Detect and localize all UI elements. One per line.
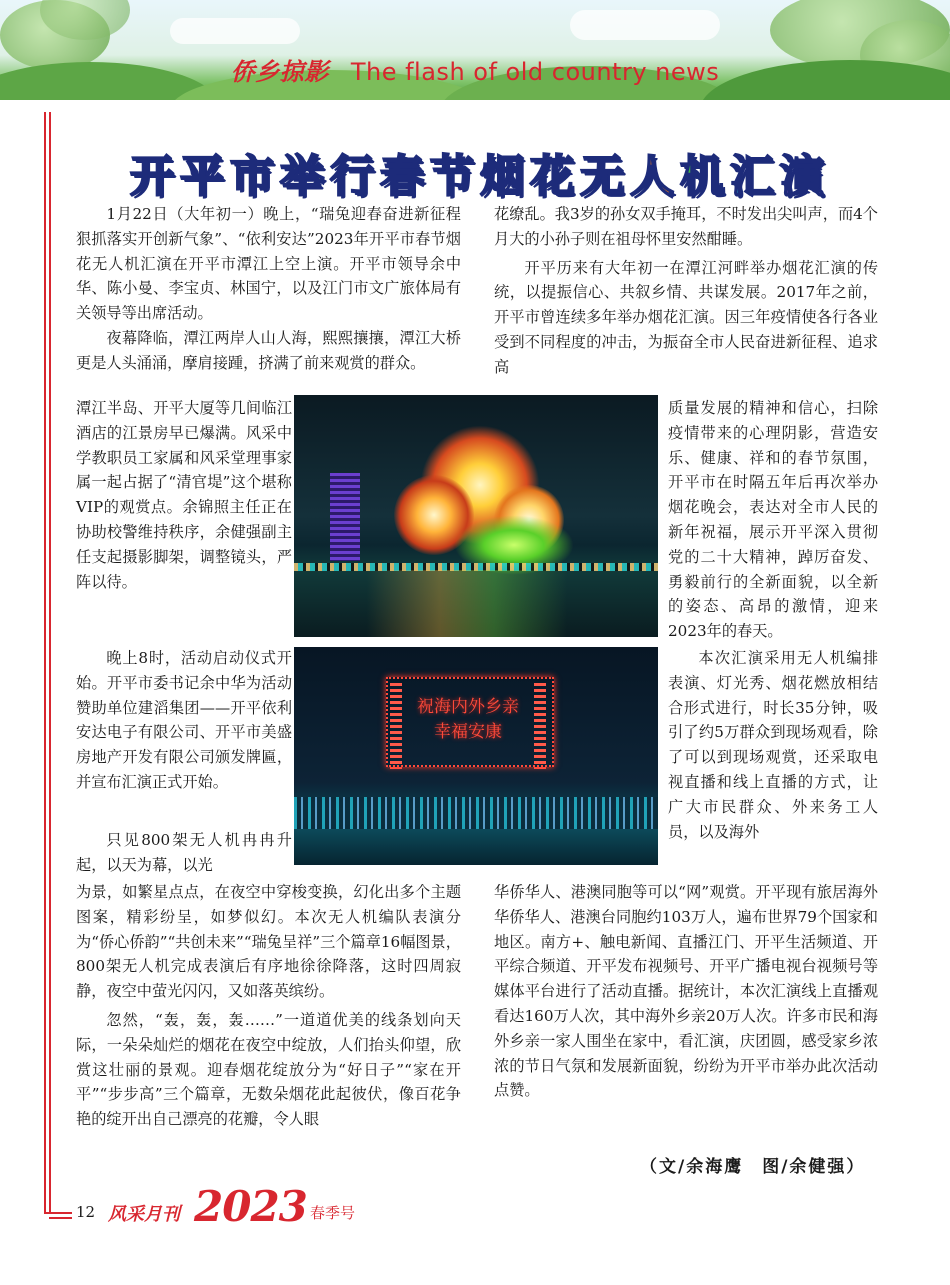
article-credits: （文/余海鹰 图/余健强） [640, 1157, 866, 1177]
article-column-right-top [494, 202, 878, 380]
drone-formation-text [386, 695, 550, 745]
paragraph: 华侨华人、港澳同胞等可以“网”观赏。开平现有旅居海外华侨华人、港澳台同胞约103万人，遍布世界79个国家和地区。南方+、触电新闻、直播江门、开平生活频道、开平综合频道、开平发布视频号、开平广播电视台视频号等媒体平台进行了活动直播。据统计，本次汇演线上直播观看达160万人次，其中海外乡亲20万人次。许多市民和海外乡亲一家人围坐在家中，看汇演，庆团圆，感受家乡浓浓的节日气氛和发展新面貌，纷纷为开平市举办此次活动点赞。 [494, 883, 878, 1100]
title-character: 演 [780, 151, 830, 202]
decorative-cloud [570, 10, 720, 40]
issue-year: 2023 [194, 1182, 307, 1231]
paragraph: 只见800架无人机冉冉升起，以天为幕，以光 [76, 831, 292, 874]
paragraph: 1月22日（大年初一）晚上，“瑞兔迎春奋进新征程 狠抓落实开创新气象”、“依利安达”2023年开平市春节烟花无人机汇演在开平市潭江上空上演。开平市领导余中华、陈小曼、李宝贞、林国宁，以及江门市文广旅体局有关领导等出席活动。 [76, 205, 461, 323]
article-title [100, 140, 860, 204]
drone-show-photo [294, 647, 658, 865]
title-character: 机 [680, 151, 730, 202]
decorative-cloud [170, 18, 300, 44]
article-column-left-bottom [76, 880, 461, 1132]
paragraph: 本次汇演采用无人机编排表演、灯光秀、烟花燃放相结合形式进行，时长35分钟，吸引了约5万群众到现场观看，除了可以到现场观赏，还采取电视直播和线上直播的方式，让广大市民群众、外来务工人员，以及海外 [668, 649, 878, 841]
title-character: 开 [130, 151, 180, 202]
article-column-left-wrap3 [76, 828, 292, 878]
article-column-left-top [76, 202, 461, 376]
magazine-name: 风采月刊 [108, 1204, 180, 1225]
article-column-right-wrap2 [668, 646, 878, 844]
header-banner [0, 0, 950, 100]
water-reflection [294, 570, 658, 637]
column-title-en: The flash of old country news [350, 58, 720, 86]
drone-text-line: 幸福安康 [434, 722, 502, 742]
issue-season: 春季号 [310, 1204, 356, 1222]
paragraph: 潭江半岛、开平大厦等几间临江酒店的江景房早已爆满。风采中学教职员工家属和风采堂理事家属一起占据了“清官堤”这个堪称VIP的观赏点。余锦照主任正在协助校警维持秩序，余健强副主任支起摄影脚架，调整镜头，严阵以待。 [76, 399, 292, 591]
paragraph: 开平历来有大年初一在潭江河畔举办烟花汇演的传统，以提振信心、共叙乡情、共谋发展。2017年之前，开平市曾连续多年举办烟花汇演。因三年疫情使各行各业受到不同程度的冲击，为振奋全市人民奋进新征程、追求高 [494, 258, 878, 376]
title-character: 市 [230, 151, 280, 202]
paragraph: 晚上8时，活动启动仪式开始。开平市委书记余中华为活动赞助单位建滔集团——开平依利安达电子有限公司、开平市美盛房地产开发有限公司颁发牌匾，并宣布汇演正式开始。 [76, 649, 292, 791]
page-number: 12 [76, 1203, 96, 1221]
paragraph: 为景，如繁星点点，在夜空中穿梭变换，幻化出多个主题图案，精彩纷呈，如梦似幻。本次无人机编队表演分为“侨心侨韵”“共创未来”“瑞兔呈祥”三个篇章16幅图景，800架无人机完成表演后有序地徐徐降落，这时四周寂静，夜空中萤光闪闪，又如落英缤纷。 [76, 883, 461, 1001]
lit-tower-building [330, 473, 360, 561]
title-character: 花 [530, 151, 580, 202]
title-character: 春 [380, 151, 430, 202]
article-column-left-wrap2 [76, 646, 292, 795]
page-border-line [49, 112, 51, 1212]
title-character: 无 [580, 151, 630, 202]
paragraph: 质量发展的精神和信心，扫除疫情带来的心理阴影，营造安乐、健康、祥和的春节氛围，开平市在时隔五年后再次举办烟花晚会，表达对全市人民的新年祝福，展示开平深入贯彻党的二十大精神，踔厉奋发、勇毅前行的全新面貌，以全新的姿态、高昂的激情，迎来2023年的春天。 [668, 399, 878, 641]
title-character: 人 [630, 151, 680, 202]
page-border-line [44, 112, 46, 1212]
title-character: 举 [280, 151, 330, 202]
paragraph: 夜幕降临，潭江两岸人山人海，熙熙攘攘，潭江大桥更是人头涌涌，摩肩接踵，挤满了前来观赏的群众。 [76, 328, 461, 372]
river-water [294, 829, 658, 865]
drone-text-line: 祝海内外乡亲 [417, 697, 519, 717]
article-column-left-wrap [76, 396, 292, 594]
article-column-right-wrap [668, 396, 878, 644]
column-header [0, 52, 950, 87]
title-character: 烟 [480, 151, 530, 202]
title-character: 平 [180, 151, 230, 202]
title-character: 汇 [730, 151, 780, 202]
page-border-line [49, 1217, 72, 1219]
article-column-right-bottom [494, 880, 878, 1103]
column-title-zh: 侨乡掠影 [230, 58, 329, 86]
paragraph: 忽然，“轰，轰，轰……”一道道优美的线条划向天际，一朵朵灿烂的烟花在夜空中绽放，人们抬头仰望，欣赏这壮丽的景观。迎春烟花绽放分为“好日子”“家在开平”“步步高”三个篇章，无数朵烟花此起彼伏，像百花争艳的绽开出自己漂亮的花瓣，令人眼 [76, 1010, 461, 1129]
title-character: 行 [330, 151, 380, 202]
city-skyline-lights [294, 797, 658, 829]
fireworks-photo [294, 395, 658, 637]
paragraph: 花缭乱。我3岁的孙女双手掩耳，不时发出尖叫声，而4个月大的小孙子则在祖母怀里安然酣睡。 [494, 205, 878, 248]
page-border-line [44, 1212, 72, 1214]
title-character: 节 [430, 151, 480, 202]
